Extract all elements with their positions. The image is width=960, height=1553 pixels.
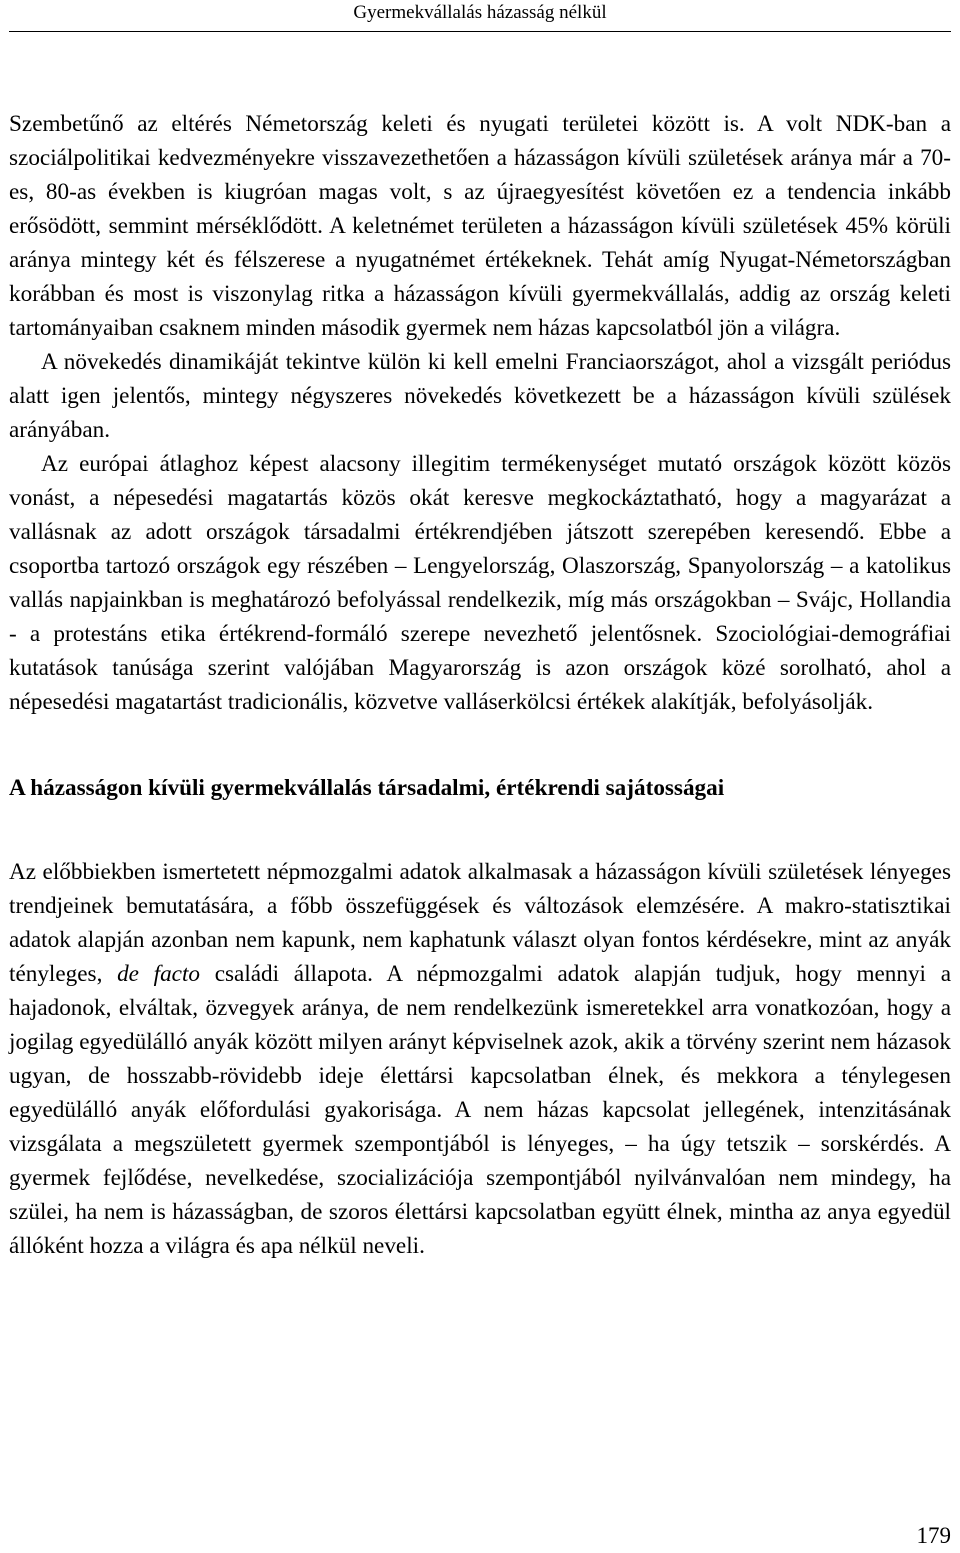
italic-term-de-facto: de facto: [117, 961, 201, 987]
paragraph-defacto-text-2: családi állapota. A népmozgalmi adatok alapján tudjuk, hogy mennyi a hajadonok, elváltak, özvegyek aránya, de nem rendelkezünk ismeretekkel arra vonatkozóan, hogy a jogilag egyedülálló anyák között milyen arányt képviselnek azok, akik a törvény szerint nem házasok ugyan, de hosszabb-rövidebb ideje élettársi kapcsolatban élnek, és mekkora a ténylegesen egyedülálló anyák előfordulási gyakorisága. A nem házas kapcsolat jellegének, intenzitásának vizsgálata a megszületett gyermek szempontjából is lényeges, – ha úgy tetszik – sorskérdés. A gyermek fejlődése, nevelkedése, szocializációja szempontjából nyilvánvalóan nem mindegy, ha szülei, ha nem is házasságban, de szoros élettársi kapcsolatban együtt élnek, mintha az anya egyedül állóként hozza a világra és apa nélkül neveli.: [9, 961, 951, 1259]
paragraph-germany: Szembetűnő az eltérés Németország keleti és nyugati területei között is. A volt NDK-ban a szociálpolitikai kedvezményekre visszavezethetően a házasságon kívüli születések aránya már a 70-es, 80-as években is kiugróan magas volt, s az újraegyesítést követően ez a tendencia inkább erősödött, semmint mérséklődött. A keletnémet területen a házasságon kívüli születések 45% körüli aránya mintegy két és félszerese a nyugatnémet értékeknek. Tehát amíg Nyugat-Németországban korábban és most is viszonylag ritka a házasságon kívüli gyermekvállalás, addig az ország keleti tartományaiban csaknem minden második gyermek nem házas kapcsolatból jön a világra.: [9, 111, 951, 341]
paragraph-france: A növekedés dinamikáját tekintve külön ki kell emelni Franciaországot, ahol a vizsgált periódus alatt igen jelentős, mintegy négyszeres növekedés következett be a házasságon kívüli szülések arányában.: [9, 349, 951, 443]
header-divider: [9, 31, 951, 32]
paragraph-defacto: [9, 855, 951, 1263]
page-body: [9, 107, 951, 1263]
paragraph-religion: Az európai átlaghoz képest alacsony illegitim termékenységet mutató országok között közös vonást, a népesedési magatartás közös okát keresve megkockáztatható, hogy a magyarázat a vallásnak az adott országok társadalmi értékrendjében játszott szerepében keresendő. Ebbe a csoportba tartozó országok egy részében – Lengyelország, Olaszország, Spanyolország – a katolikus vallás napjainkban is meghatározó befolyással rendelkezik, míg más országokban – Svájc, Hollandia - a protestáns etika értékrend-formáló szerepe nevezhető jelentősnek. Szociológiai-demográfiai kutatások tanúsága szerint valójában Magyarország is azon országok közé sorolható, ahol a népesedési magatartást tradicionális, közvetve valláserkölcsi értékek alakítják, befolyásolják.: [9, 451, 951, 715]
section-heading: A házasságon kívüli gyermekvállalás társadalmi, értékrendi sajátosságai: [9, 775, 725, 801]
running-title: Gyermekvállalás házasság nélkül: [353, 2, 607, 23]
running-header: [0, 0, 960, 30]
page-number: 179: [916, 1523, 951, 1548]
paragraph-defacto-text-1: Az előbbiekben ismertetett népmozgalmi adatok alkalmasak a házasságon kívüli születések lényeges trendjeinek bemutatására, a főbb összefüggések és változások elemzésére. A makro-statisztikai adatok alapján azonban nem kapunk, nem kaphatunk választ olyan fontos kérdésekre, mint az anyák tényleges,: [9, 859, 951, 987]
